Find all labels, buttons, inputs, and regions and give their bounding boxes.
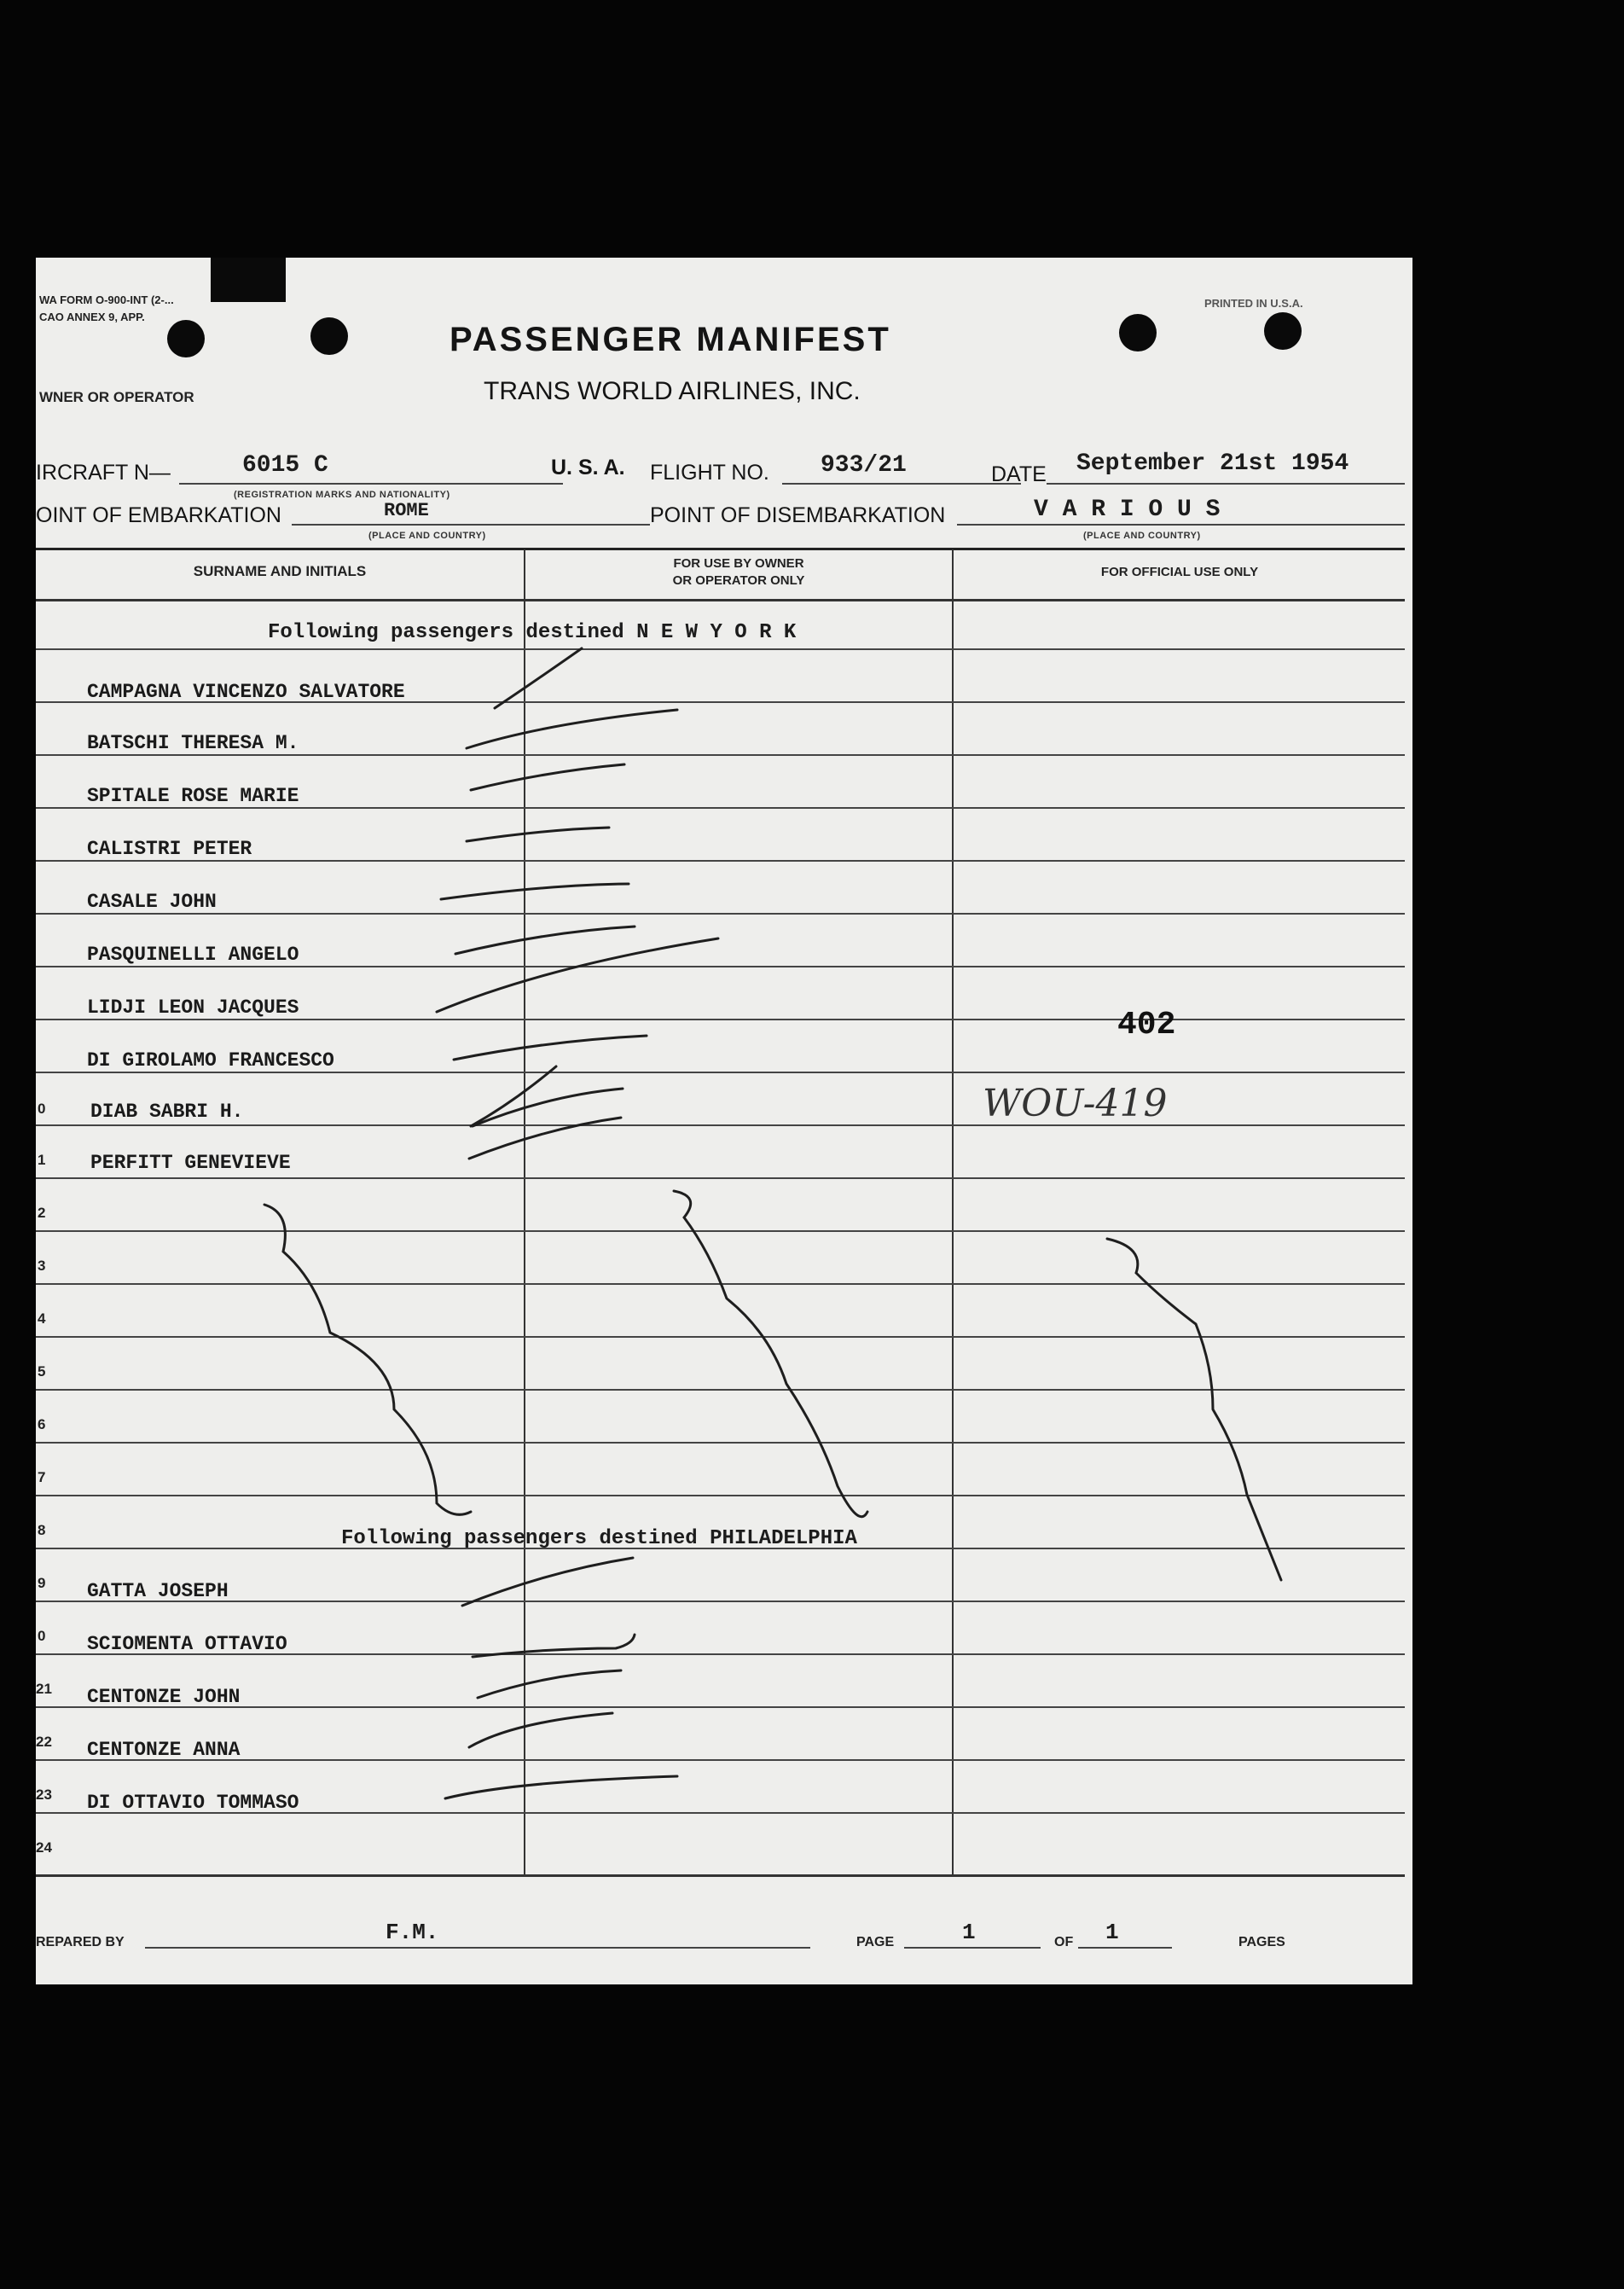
column-header-owner-line2: OR OPERATOR ONLY	[672, 573, 805, 588]
pen-marks	[36, 258, 1412, 1984]
flight-label: FLIGHT NO.	[650, 461, 769, 485]
prepared-by-underline	[145, 1947, 810, 1949]
row-number: 9	[38, 1575, 46, 1591]
void-squiggle	[674, 1191, 867, 1517]
prepared-by-value: F.M.	[386, 1920, 439, 1945]
check-mark-stroke	[471, 764, 624, 790]
place-caption-disembarkation: (PLACE AND COUNTRY)	[1083, 531, 1201, 541]
row-number: 21	[36, 1681, 52, 1697]
passenger-name: DI GIROLAMO FRANCESCO	[87, 1049, 334, 1072]
page-value: 1	[962, 1920, 976, 1945]
disembarkation-value: V A R I O U S	[1034, 497, 1221, 523]
passenger-name: DIAB SABRI H.	[90, 1101, 244, 1123]
passenger-name: CENTONZE JOHN	[87, 1686, 241, 1708]
of-value: 1	[1105, 1920, 1119, 1945]
section-heading-new-york: Following passengers destined N E W Y O R K	[268, 621, 797, 644]
pages-label: PAGES	[1238, 1935, 1285, 1949]
column-header-owner-line1: FOR USE BY OWNER	[673, 556, 804, 571]
disembarkation-label: POINT OF DISEMBARKATION	[650, 503, 946, 527]
check-mark-stroke	[455, 927, 635, 954]
page-underline	[904, 1947, 1041, 1949]
row-number: 23	[36, 1786, 52, 1803]
row-number: 6	[38, 1416, 46, 1432]
of-label: OF	[1054, 1935, 1074, 1949]
owner-operator-label: WNER OR OPERATOR	[39, 389, 194, 405]
check-mark-stroke	[441, 884, 629, 899]
row-number: 2	[38, 1205, 46, 1221]
row-number: 1	[38, 1152, 46, 1168]
row-number: 5	[38, 1363, 46, 1380]
passenger-name: LIDJI LEON JACQUES	[87, 996, 299, 1019]
section-heading-philadelphia: Following passengers destined PHILADELPHIA	[341, 1527, 857, 1550]
passenger-name: CENTONZE ANNA	[87, 1739, 241, 1761]
aircraft-value: 6015 C	[242, 452, 328, 479]
check-mark-stroke	[473, 1635, 635, 1657]
embarkation-label: OINT OF EMBARKATION	[36, 503, 281, 527]
check-mark-stroke	[467, 828, 609, 841]
row-number: 24	[36, 1839, 52, 1856]
passenger-name: SCIOMENTA OTTAVIO	[87, 1633, 287, 1655]
prepared-by-label: REPARED BY	[36, 1935, 125, 1949]
row-number: 22	[36, 1734, 52, 1750]
row-number: 0	[38, 1101, 46, 1117]
printed-in: PRINTED IN U.S.A.	[1204, 297, 1303, 310]
airline-name: TRANS WORLD AIRLINES, INC.	[484, 377, 861, 405]
check-mark-stroke	[469, 1118, 621, 1159]
check-mark-stroke	[467, 710, 677, 748]
column-header-official: FOR OFFICIAL USE ONLY	[1100, 565, 1259, 579]
check-mark-stroke	[471, 1066, 556, 1126]
void-squiggle	[264, 1205, 471, 1514]
passenger-name: DI OTTAVIO TOMMASO	[87, 1792, 299, 1814]
row-number: 0	[38, 1628, 46, 1644]
embarkation-value: ROME	[384, 500, 429, 521]
row-number: 8	[38, 1522, 46, 1538]
passenger-name: PERFITT GENEVIEVE	[90, 1152, 291, 1174]
void-squiggle	[1107, 1239, 1281, 1580]
official-number: 402	[1117, 1007, 1176, 1043]
page-label: PAGE	[856, 1935, 895, 1949]
check-mark-stroke	[454, 1036, 647, 1060]
passenger-name: GATTA JOSEPH	[87, 1580, 229, 1602]
date-label: DATE	[991, 462, 1047, 486]
passenger-name: CALISTRI PETER	[87, 838, 252, 860]
check-mark-stroke	[478, 1670, 621, 1698]
check-mark-stroke	[445, 1776, 677, 1798]
form-annex: CAO ANNEX 9, APP.	[39, 311, 145, 323]
form-number: WA FORM O-900-INT (2-...	[39, 293, 174, 306]
column-header-surname: SURNAME AND INITIALS	[193, 563, 367, 579]
aircraft-label: IRCRAFT N—	[36, 461, 171, 485]
of-underline	[1078, 1947, 1172, 1949]
row-number: 7	[38, 1469, 46, 1485]
place-caption-embarkation: (PLACE AND COUNTRY)	[368, 531, 486, 541]
passenger-name: SPITALE ROSE MARIE	[87, 785, 299, 807]
row-number: 3	[38, 1258, 46, 1274]
check-mark-stroke	[495, 648, 582, 708]
passenger-name: BATSCHI THERESA M.	[87, 732, 299, 754]
flight-value: 933/21	[821, 452, 907, 479]
handwritten-code: WOU-419	[983, 1082, 1168, 1125]
row-number: 4	[38, 1310, 46, 1327]
manifest-title: PASSENGER MANIFEST	[450, 321, 891, 358]
passenger-name: CAMPAGNA VINCENZO SALVATORE	[87, 681, 405, 703]
nationality-label: U. S. A.	[551, 456, 625, 479]
date-value: September 21st 1954	[1076, 450, 1349, 477]
registration-caption: (REGISTRATION MARKS AND NATIONALITY)	[234, 490, 450, 500]
passenger-name: CASALE JOHN	[87, 891, 217, 913]
manifest-sheet	[36, 258, 1412, 1984]
passenger-name: PASQUINELLI ANGELO	[87, 944, 299, 966]
check-mark-stroke	[469, 1713, 612, 1747]
check-mark-stroke	[462, 1558, 633, 1606]
